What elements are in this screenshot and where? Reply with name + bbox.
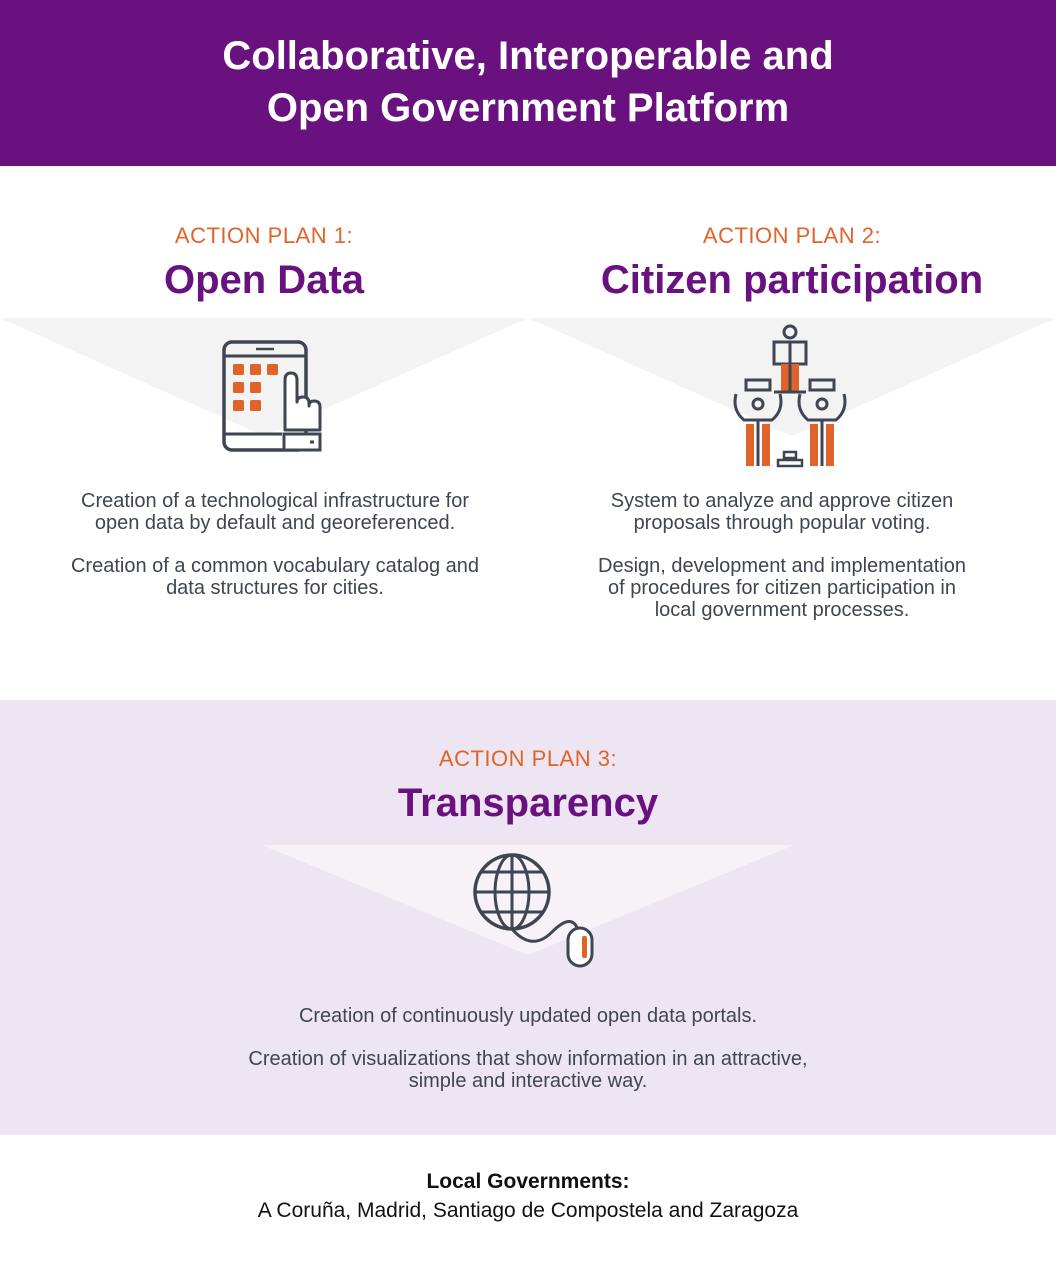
header-banner <box>0 0 1056 166</box>
action-plan-3-heading <box>0 745 1056 827</box>
action-plan-2-title: Citizen participation <box>600 258 984 302</box>
people-podium-icon <box>728 324 852 470</box>
footer <box>0 1168 1056 1226</box>
action-plan-2-text-2: Design, development and implementation of procedures for citizen participation in local government processes. <box>598 555 966 621</box>
action-plan-2-text-1: System to analyze and approve citizen proposals through popular voting. <box>610 490 954 534</box>
action-plan-3-label: ACTION PLAN 3: <box>438 746 618 771</box>
action-plan-2-heading <box>528 222 1056 304</box>
action-plan-1-text-2: Creation of a common vocabulary catalog and data structures for cities. <box>70 555 479 599</box>
action-plan-3-text-2: Creation of visualizations that show information in an attractive, simple and interactive way. <box>248 1048 808 1092</box>
footer-governments-list: A Coruña, Madrid, Santiago de Compostela and Zaragoza <box>257 1199 799 1222</box>
action-plan-1-text-1: Creation of a technological infrastructure for open data by default and georeferenced. <box>81 490 469 534</box>
chevron-background-top <box>0 318 1056 438</box>
action-plan-1-heading <box>0 222 528 304</box>
page-title: Collaborative, Interoperable and Open Government Platform <box>222 34 834 130</box>
action-plan-3-description <box>228 1005 828 1113</box>
action-plan-2-label: ACTION PLAN 2: <box>702 223 882 248</box>
action-plan-1-description <box>60 490 490 620</box>
globe-mouse-icon <box>472 852 600 970</box>
action-plan-2-description <box>567 490 997 642</box>
action-plan-1-title: Open Data <box>163 258 365 302</box>
footer-heading: Local Governments: <box>426 1170 630 1193</box>
tablet-touch-icon <box>222 340 324 454</box>
action-plan-1-label: ACTION PLAN 1: <box>174 223 354 248</box>
action-plan-3-text-1: Creation of continuously updated open data portals. <box>298 1005 758 1027</box>
action-plan-3-title: Transparency <box>397 781 659 825</box>
